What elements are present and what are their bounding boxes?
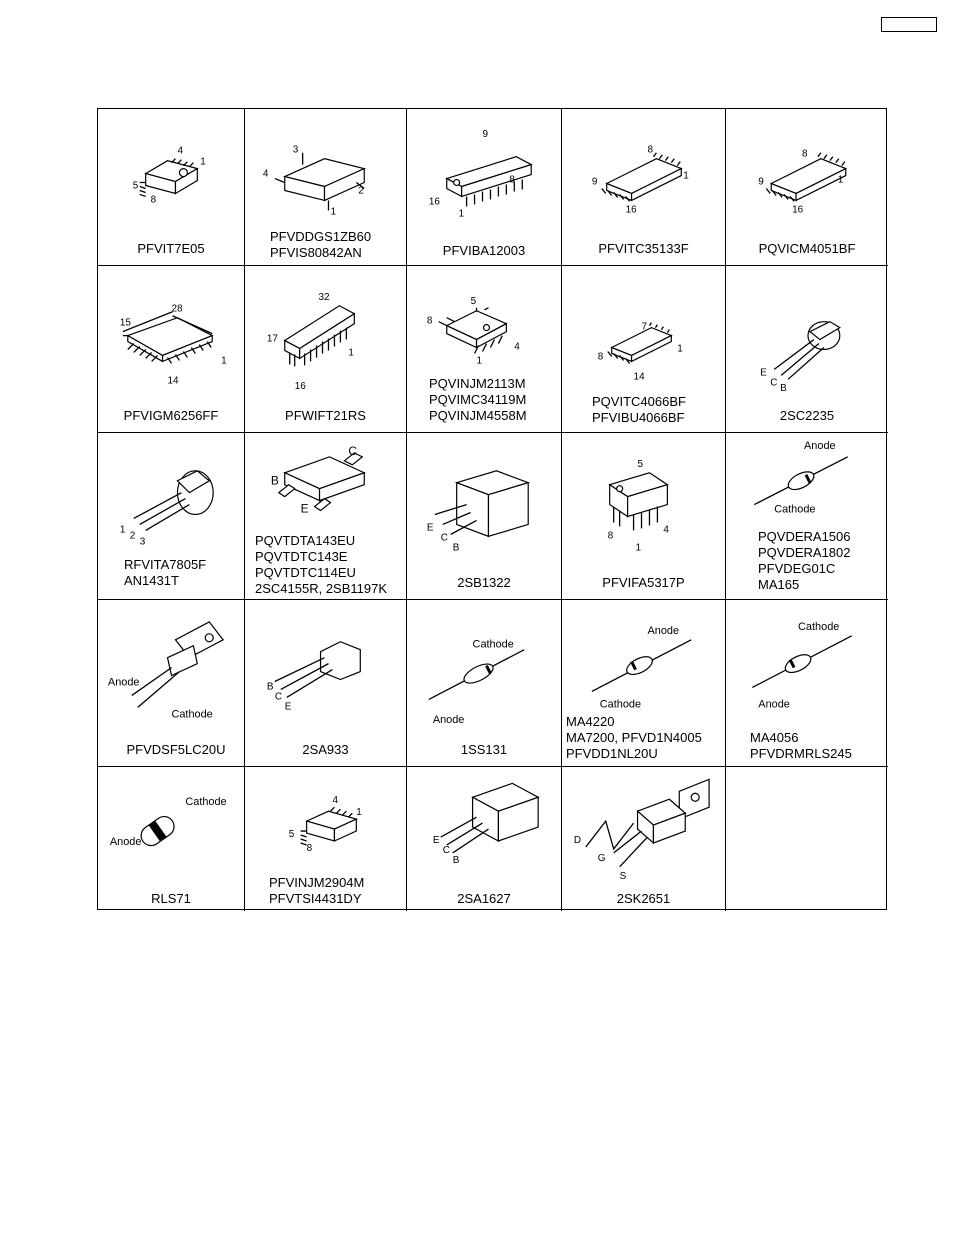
part-number: PFVIBU4066BF [592,410,685,425]
pin-label: 1 [348,347,354,359]
pin-label: 8 [802,148,808,160]
pin-label: 9 [758,176,764,188]
component-cell [407,600,562,767]
pin-label: Anode [647,624,680,637]
part-number: PQVIMC34119M [429,392,527,407]
pin-label: 1 [458,208,465,220]
part-number: PQVICM4051BF [758,241,856,256]
pin-label: Anode [107,676,140,689]
part-number: PQVTDTA143EU [255,533,356,548]
component-cell [407,433,562,600]
part-number: PFVTSI4431DY [269,891,362,906]
pin-label: 1 [635,542,642,554]
part-number: PFVDSF5LC20U [126,742,226,757]
transistor-to220-illustration [407,767,561,911]
pin-label: B [270,473,279,488]
pin-label: 16 [428,196,440,208]
pin-label: 5 [470,295,477,307]
part-number: RFVITA7805F [124,557,207,572]
pin-label: 1 [200,156,206,168]
component-cell [726,433,888,600]
part-number: PFVIS80842AN [270,245,362,260]
pin-label: 3 [292,144,299,156]
pin-label: 1 [683,170,689,182]
component-cell [562,433,726,600]
pin-label: 8 [607,530,614,542]
pin-label: 4 [177,145,183,157]
pin-label: Anode [804,439,836,452]
pin-label: E [760,367,767,379]
part-number: PQVTDTC143E [255,549,348,564]
diode-melf-illustration [98,767,244,911]
part-number: PQVDERA1506 [758,529,851,544]
component-cell [245,109,407,266]
pin-label: G [597,852,606,864]
pin-label: 5 [132,180,139,192]
component-cell [562,109,726,266]
part-number: MA165 [758,577,800,592]
pin-label: 9 [591,176,598,188]
part-number: PFVDDGS1ZB60 [270,229,372,244]
component-cell [562,600,726,767]
pin-label: Cathode [774,503,816,516]
part-number: PFVDEG01C [758,561,836,576]
part-number: RLS71 [151,891,191,906]
pin-label: Cathode [171,708,213,721]
part-number: PQVTDTC114EU [255,565,356,580]
pin-label: Cathode [798,620,840,633]
pin-label: C [440,532,448,544]
pin-label: 2 [358,185,364,197]
part-number: PFVIFA5317P [602,575,685,590]
part-number: PFVIT7E05 [137,241,205,256]
part-number: PQVINJM4558M [429,408,527,423]
part-number: 2SK2651 [616,891,671,906]
pin-label: E [432,834,440,846]
part-number: PFVDRMRLS245 [750,746,852,761]
component-cell [98,767,245,911]
component-cell [726,109,888,266]
pin-label: C [770,377,778,389]
pin-label: 8 [306,842,313,854]
pin-label: S [619,870,627,882]
part-number: 2SC4155R, 2SB1197K [255,581,388,596]
pin-label: 1 [221,355,227,367]
part-number: 2SA1627 [457,891,511,906]
component-cell [562,266,726,433]
pin-label: 4 [514,341,520,353]
ic-package-illustration [407,109,561,265]
part-number: 1SS131 [460,742,508,757]
pin-label: 3 [139,536,146,548]
component-cell [245,266,407,433]
pin-label: 1 [677,343,683,355]
empty-cell [726,767,888,911]
part-number: PFVDD1NL20U [566,746,658,761]
pin-label: 8 [150,194,157,206]
pin-label: 4 [262,168,269,180]
component-cell [245,767,407,911]
pin-label: 16 [625,204,637,216]
pin-label: 16 [294,381,306,393]
component-cell [562,767,726,911]
pin-label: Cathode [472,638,514,651]
transistor-to220-illustration [562,767,725,911]
pin-label: 4 [663,524,669,536]
part-number: MA4056 [750,730,799,745]
pin-label: 8 [597,351,604,363]
part-number: 2SC2235 [779,408,835,423]
component-cell [726,600,888,767]
pin-label: Anode [432,714,465,727]
pin-label: C [442,844,450,856]
pin-label: Cathode [599,698,642,711]
pin-label: 9 [482,128,489,140]
pin-label: 8 [426,315,433,327]
part-number: PFVINJM2904M [269,875,365,890]
pin-label: E [300,501,309,516]
pin-label: 1 [837,174,844,186]
pin-label: 16 [792,204,804,216]
pin-label: 5 [637,458,644,470]
pin-label: 1 [119,524,126,536]
component-cell [98,109,245,266]
component-cell [407,767,562,911]
pin-label: 4 [332,795,338,807]
pin-label: 17 [266,333,278,345]
pin-label: 15 [119,317,131,329]
pin-label: Anode [109,835,142,848]
pin-label: 14 [167,375,179,387]
component-cell [407,109,562,266]
pin-label: 14 [633,371,645,383]
part-number: PQVITC4066BF [592,394,686,409]
pin-label: C [274,691,282,703]
pin-label: 2 [129,530,136,542]
pin-label: Anode [758,698,790,711]
component-cell [98,433,245,600]
part-number: MA7200, PFVD1N4005 [566,730,702,745]
part-number: 2SB1322 [457,575,511,590]
part-number: 2SA933 [302,742,349,757]
pin-label: B [452,854,460,866]
pin-label: B [266,681,274,693]
pin-label: 8 [647,144,654,156]
part-number: AN1431T [124,573,179,588]
component-cell [98,266,245,433]
pin-label: 5 [288,829,295,841]
pin-label: Cathode [185,796,227,809]
part-number: PFVITC35133F [598,241,689,256]
component-cell [726,266,888,433]
part-number: PFWIFT21RS [285,408,366,423]
pin-label: 8 [509,174,515,186]
pin-label: B [780,383,787,395]
part-number: PFVIBA12003 [442,243,526,258]
page-number-box [881,17,937,32]
part-number: MA4220 [566,714,615,729]
pin-label: 28 [171,303,183,315]
component-cell [245,600,407,767]
pin-label: 1 [356,807,362,819]
pin-label: D [573,834,582,846]
pin-label: 1 [476,355,483,367]
part-number: PQVDERA1802 [758,545,851,560]
component-cell [245,433,407,600]
pin-label: E [426,522,434,534]
part-number: PFVIGM6256FF [123,408,219,423]
component-cell [98,600,245,767]
pin-label: B [452,542,460,554]
pin-label: 32 [318,291,330,303]
pin-label: E [284,701,292,713]
component-outline-table [97,108,887,910]
pin-label: 1 [330,206,336,218]
pin-label: C [348,443,357,458]
part-number: PQVINJM2113M [429,376,526,391]
component-cell [407,266,562,433]
pin-label: 7 [641,321,648,333]
